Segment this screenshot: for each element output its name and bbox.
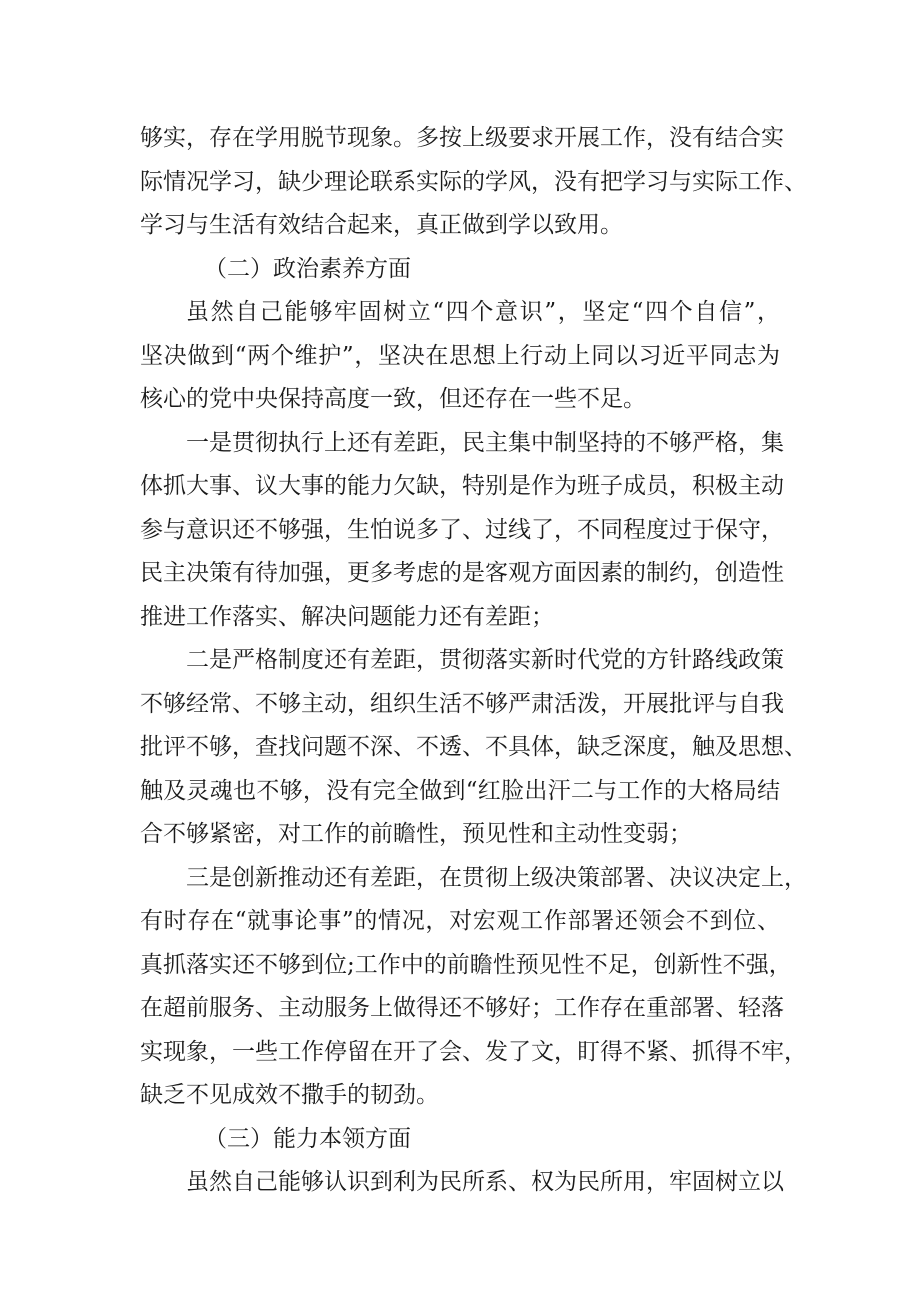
- text-line: 缺乏不见成效不撒手的韧劲。: [140, 1082, 439, 1108]
- section-heading: （三）能力本领方面: [204, 1125, 411, 1152]
- text-line: 参与意识还不够强，生怕说多了、过线了，不同程度过于保守，: [140, 516, 784, 543]
- text-line: 批评不够，查找问题不深、不透、不具体，缺乏深度，触及思想、: [140, 734, 807, 760]
- text-line: 有时存在“就事论事”的情况，对宏观工作部署还领会不到位、: [140, 908, 780, 934]
- document-body: [140, 117, 807, 1205]
- text-line: 核心的党中央保持高度一致，但还存在一些不足。: [140, 386, 646, 412]
- text-line: 体抓大事、议大事的能力欠缺，特别是作为班子成员，积极主动: [140, 473, 784, 499]
- section-heading: （二）政治素养方面: [204, 255, 411, 282]
- text-line: 真抓落实还不够到位;工作中的前瞻性预见性不足，创新性不强，: [140, 951, 792, 978]
- text-line: 民主决策有待加强，更多考虑的是客观方面因素的制约，创造性: [140, 560, 784, 586]
- text-line: 够实，存在学用脱节现象。多按上级要求开展工作，没有结合实: [140, 125, 784, 151]
- text-line: 合不够紧密，对工作的前瞻性，预见性和主动性变弱；: [140, 821, 692, 847]
- text-line: 虽然自己能够认识到利为民所系、权为民所用，牢固树立以: [186, 1169, 784, 1195]
- text-line: 三是创新推动还有差距，在贯彻上级决策部署、决议决定上，: [186, 864, 807, 891]
- text-line: 实现象，一些工作停留在开了会、发了文，盯得不紧、抓得不牢，: [140, 1038, 807, 1065]
- text-line: 推进工作落实、解决问题能力还有差距；: [140, 603, 554, 630]
- text-line: 虽然自己能够牢固树立“四个意识”，坚定“四个自信”，: [186, 299, 780, 325]
- text-line: 在超前服务、主动服务上做得还不够好；工作存在重部署、轻落: [140, 995, 784, 1021]
- text-line: 触及灵魂也不够，没有完全做到“红脸出汗二与工作的大格局结: [140, 777, 780, 804]
- text-line: 一是贯彻执行上还有差距，民主集中制坚持的不够严格，集: [186, 429, 784, 456]
- text-line: 不够经常、不够主动，组织生活不够严肃活泼，开展批评与自我: [140, 690, 784, 717]
- text-line: 二是严格制度还有差距，贯彻落实新时代党的方针路线政策: [186, 647, 784, 673]
- text-line: 际情况学习，缺少理论联系实际的学风，没有把学习与实际工作、: [140, 168, 807, 195]
- text-line: 坚决做到“两个维护”，坚决在思想上行动上同以习近平同志为: [140, 342, 780, 369]
- text-line: 学习与生活有效结合起来，真正做到学以致用。: [140, 212, 623, 238]
